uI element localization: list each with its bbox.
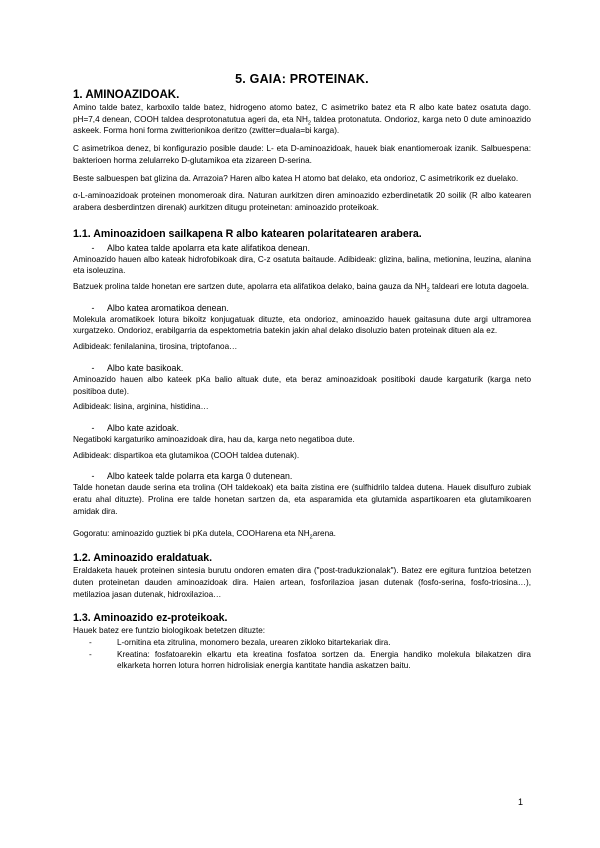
text: taldea protonatuta. Ondorioz, karga neto 0 dute aminoazido askeek. Forma honi forma zwitterionikoa deritzo (zwitter=duala=bi karga). — [73, 114, 531, 136]
list-item — [73, 637, 531, 649]
bullet-item — [73, 362, 531, 374]
bullet-dash: - — [91, 362, 95, 373]
paragraph: Talde honetan daude serina eta trolina (OH taldekoak) eta baita zistina ere (sulfhidrilo taldea dutena. Hauek disulfuro zubiak eratu ahal dituzte). Prolina ere talde honetan sartzen da, eta asparamida eta glutamida aspartikoaren eta glutamikoaren amidak dira. — [73, 483, 531, 516]
paragraph: Molekula aromatikoek lotura bikoitz konjugatuak dituzte, eta ondorioz, aminoazido hauek gaitasuna dute argi ultramorea xurgatzeko. Ondorioz, erabilgarria da espektometria batekin jakin ahal delako disoluzio baten proteinak dituen ala ez. — [73, 314, 531, 336]
bullet-dash: - — [91, 471, 95, 482]
section-1-2-heading: 1.2. Aminoazido eraldatuak. — [73, 552, 213, 565]
paragraph: Adibideak: fenilalanina, tirosina, triptofanoa… — [73, 342, 238, 352]
bullet-text: Albo katea aromatikoa denean. — [107, 302, 229, 313]
text: Amino talde batez, karboxilo talde batez, hidrogeno atomo batez, C asimetriko batez eta R albo kate batez osatuta dago. pH=7,4 denean, COOH taldea desprotonatutua ageri da, eta NH — [73, 103, 531, 124]
paragraph: Aminoazido hauen albo kateak hidrofobikoak dira, C-z osatuta baitaude. Adibideak: glizina, balina, metionina, leuzina, alanina eta isoleuzina. — [73, 254, 531, 276]
paragraph: C asimetrikoa denez, bi konfigurazio posible daude: L- eta D-aminoazidoak, hauek biak enantiomeroak izanik. Salbuespena: bakterioen horma zelularreko D-glutamikoa eta zizareen D-serina. — [73, 144, 531, 165]
subscript: 2 — [307, 120, 311, 127]
text: Gogoratu: aminoazido guztiek bi pKa dutela, COOHarena eta NH — [73, 529, 310, 539]
bullet-dash: - — [91, 422, 95, 433]
bullet-text: Albo katea talde apolarra eta kate alifatikoa denean. — [107, 242, 310, 253]
bullet-item — [73, 242, 531, 254]
list-item — [73, 649, 531, 672]
paragraph: Aminoazido hauen albo kateek pKa balio altuak dute, eta beraz aminoazidoak positiboki daude kargaturik (karga neto positiboa dute). — [73, 374, 531, 396]
bullet-dash: - — [89, 637, 92, 647]
paragraph: Hauek batez ere funtzio biologikoak betetzen dituzte: — [73, 626, 266, 636]
section-1-1-heading: 1.1. Aminoazidoen sailkapena R albo katearen polaritatearen arabera. — [73, 227, 422, 240]
page-number: 1 — [518, 797, 524, 807]
paragraph: α-L-aminoazidoak proteinen monomeroak dira. Naturan aurkitzen diren aminoazido ezberdinetatik 20 soilik (R albo katearen arabera desberdintzen direnak) aurkitzen ditugu proteinetan: aminoazido proteikoak. — [73, 191, 531, 212]
bullet-item — [73, 470, 531, 482]
document-title: 5. GAIA: PROTEINAK. — [235, 72, 369, 86]
bullet-dash: - — [91, 302, 95, 313]
section-1-heading: 1. AMINOAZIDOAK. — [73, 89, 180, 101]
amino-acid-list — [73, 637, 531, 672]
text: arena. — [312, 529, 336, 539]
text: Batzuek prolina talde honetan ere sartzen dute, apolarra eta alifatikoa delako, baina gauza da NH — [73, 282, 427, 292]
paragraph: Adibideak: dispartikoa eta glutamikoa (COOH taldea dutenak). — [73, 450, 300, 460]
bullet-dash: - — [89, 649, 92, 659]
bullet-text: Albo kateek talde polarra eta karga 0 dutenean. — [107, 471, 293, 482]
subscript: 2 — [309, 535, 313, 542]
list-item-text: Kreatina: fosfatoarekin elkartu eta kreatina fosfatoa sortzen da. Energia handiko molekula bilakatzen dira elkarketa horren lotura horren hidrolisiak energia kantitate handia askatzen baitu. — [117, 649, 531, 671]
bullet-text: Albo kate azidoak. — [107, 422, 179, 433]
bullet-item — [73, 302, 531, 314]
list-item-text: L-ornitina eta zitrulina, monomero bezala, urearen zikloko bitartekariak dira. — [117, 637, 391, 647]
subscript: 2 — [426, 287, 430, 294]
paragraph — [73, 281, 531, 293]
bullet-item — [73, 422, 531, 434]
text: taldeari ere lotuta dagoela. — [429, 282, 529, 292]
paragraph: Adibideak: lisina, arginina, histidina… — [73, 402, 209, 412]
bullet-text: Albo kate basikoak. — [107, 362, 184, 373]
bullet-dash: - — [91, 242, 95, 253]
paragraph — [73, 102, 531, 137]
paragraph: Negatiboki kargaturiko aminoazidoak dira, hau da, karga neto negatiboa dute. — [73, 434, 355, 444]
document-page — [73, 72, 531, 672]
paragraph: Eraldaketa hauek proteinen sintesia burutu ondoren ematen dira ("post-tradukzionalak"). Batez ere egitura funtzioa betetzen duten proteinetan dauden aminoazidoak dira. Haien artean, fosforilazioa jasan dutenak (fosfo-serina, fosfo-triosina…), metilazioa jasan dutenak, hidroxilazioa… — [73, 566, 531, 599]
section-1-3-heading: 1.3. Aminoazido ez-proteikoak. — [73, 612, 228, 625]
paragraph — [73, 528, 531, 540]
paragraph: Beste salbuespen bat glizina da. Arrazoia? Haren albo katea H atomo bat delako, eta ondorioz, C asimetrikorik ez duelako. — [73, 173, 519, 183]
